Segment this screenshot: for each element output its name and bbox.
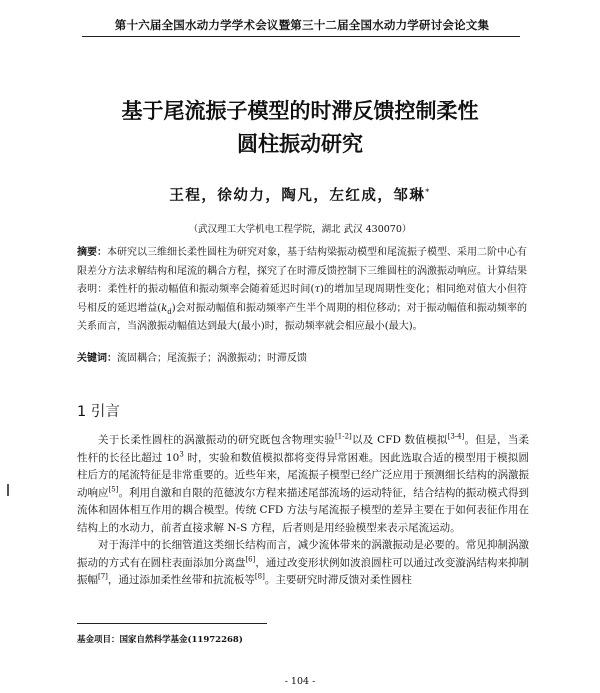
author-affiliation: （武汉理工大学机电工程学院，湖北 武汉 430070）	[188, 224, 412, 235]
gain-subscript: d	[167, 307, 172, 316]
title-line-2: 圆柱振动研究	[237, 132, 363, 156]
text-run: 时，实验和数值模拟都将变得异常困难。因此选取合适的模型用于模拟圆柱后方的尾流特征是非常重要的。近些年来，尾流振子模型已经广泛应用于预测细长结构的涡激振动响应	[77, 451, 529, 499]
text-run: ，通过改变形状例如波浪圆柱可以通过改变漩涡结构来抑制振幅	[77, 556, 530, 586]
text-run: 。但是，当柔性杆的长径比超过 10	[77, 434, 529, 464]
corresponding-author-mark: *	[425, 187, 431, 197]
citation: [3-4]	[447, 432, 465, 441]
gain-symbol: k	[161, 302, 168, 314]
citation: [5]	[108, 485, 119, 493]
funding-footnote: 基金项目：国家自然科学基金(11972268)	[77, 635, 243, 645]
text-run: 对于海洋中的长细管道这类细长结构而言，减少流体带来的涡激振动是必要的。常见抑制涡激振动的方式有在圆柱表面添加分离盘	[77, 539, 529, 569]
abstract-text-2: )的增加呈现周期性变化；相同绝对值大小但符号相反的延迟增益(	[77, 284, 527, 314]
keywords-label: 关键词：	[77, 353, 117, 364]
citation: [6]	[245, 555, 256, 563]
paper-title	[60, 95, 540, 161]
citation: [7]	[98, 572, 108, 581]
keywords	[77, 349, 527, 364]
citation: [1-2]	[335, 432, 352, 441]
abstract	[77, 244, 527, 337]
header-rule	[82, 36, 520, 37]
tau-symbol: τ	[314, 284, 320, 296]
paragraph-1	[77, 432, 529, 537]
running-header: 第十六届全国水动力学学术会议暨第三十二届全国水动力学研讨会论文集	[114, 18, 490, 32]
body-text	[77, 432, 529, 590]
author-names: 王程，徐幼力，陶凡，左红成，邹琳	[169, 187, 426, 204]
section-heading-introduction: 1 引言	[77, 404, 120, 420]
paragraph-2	[77, 537, 529, 590]
abstract-label: 摘要：	[77, 247, 107, 258]
keywords-text: 流固耦合；尾流振子；涡激振动；时滞反馈	[117, 353, 307, 364]
title-line-1: 基于尾流振子模型的时滞反馈控制柔性	[121, 99, 479, 123]
citation: [8]	[254, 572, 265, 581]
scan-artifact	[7, 484, 9, 496]
text-run: 。利用自激和自限的范德波尔方程来描述尾部流场的运动特征，结合结构的振动模式得到流体和固体相互作用的耦合模型。传统 CFD 方法与尾流振子模型的差异主要在于如何表征作用在结构上的水动力，前者直接求解 N-S 方程，后者则是用经验模型来表示尾流运动。	[77, 486, 529, 534]
footnote-rule	[77, 623, 267, 624]
text-run: 关于长柔性圆柱的涡激振动的研究既包含物理实验	[98, 434, 336, 446]
text-run: ，通过添加柔性丝带和抗流板等	[107, 574, 255, 586]
text-run: 以及 CFD 数值模拟	[351, 434, 448, 446]
abstract-text-3: )会对振动幅值和振动频率产生半个周期的相位移动；对于振动幅值和振动频率的关系而言，当涡激振动幅值达到最大(最小)时，振动频率就会相应最小(最大)。	[77, 302, 528, 333]
abstract-text-1: 本研究以三维细长柔性圆柱为研究对象，基于结构梁振动模型和尾流振子模型、采用二阶中心有限差分方法求解结构和尾流的耦合方程，探究了在时滞反馈控制下三维圆柱的涡激振动响应。计算结果表明：柔性杆的振动幅值和振动频率会随着延迟时间(	[77, 247, 527, 296]
text-run: 。主要研究时滞反馈对柔性圆柱	[264, 574, 412, 586]
page-number: - 104 -	[284, 676, 316, 687]
author-list	[60, 184, 540, 205]
exponent: 3	[179, 450, 184, 458]
